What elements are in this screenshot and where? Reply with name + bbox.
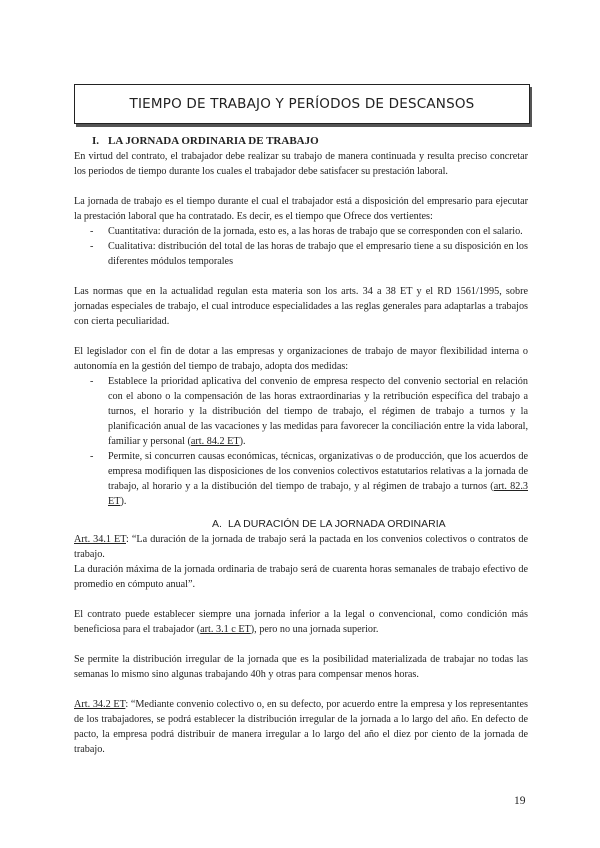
section-heading-a — [212, 517, 528, 532]
chapter-title-box — [74, 84, 530, 124]
list-vertientes — [74, 224, 528, 269]
paragraph-1: En virtud del contrato, el trabajador debe realizar su trabajo de manera continuada y resulta preciso concretar los periodos de tiempo durante los cuales el trabajador debe satisfacer su prestación laboral. — [74, 151, 528, 177]
paragraph-6: La duración máxima de la jornada ordinaria de trabajo será de cuarenta horas semanales de trabajo efectivo de promedio en cómputo anual”. — [74, 564, 528, 590]
paragraph-2: La jornada de trabajo es el tiempo durante el cual el trabajador está a disposición del empresario para ejecutar la prestación laboral que ha contratado. Es decir, es el tiempo que Ofrece dos vertientes: — [74, 196, 528, 222]
section-title: LA DURACIÓN DE LA JORNADA ORDINARIA — [228, 518, 446, 530]
list-item: - Permite, si concurren causas económicas, técnicas, organizativas o de producción, que los acuerdos de empresa modifiquen las disposiciones de los convenios colectivos estatutarios relativas a la jornada de trabajo, al horario y a la distibución del tiempo de trabajo, y al régimen de trabajo a turnos (art. 82.3 ET). — [90, 451, 529, 507]
law-reference-link[interactable]: art. 82.3 ET — [108, 481, 529, 507]
paragraph-4: El legislador con el fin de dotar a las empresas y organizaciones de trabajo de mayor flexibilidad interna o autonomía en la gestión del tiempo de trabajo, adopta dos medidas: — [74, 346, 528, 372]
paragraph-3: Las normas que en la actualidad regulan esta materia son los arts. 34 a 38 ET y el RD 1561/1995, sobre jornadas especiales de trabajo, el cual introduce especialidades a las reglas generales para adaptarlas a trabajos con cierta peculiaridad. — [74, 286, 528, 327]
law-reference-link[interactable]: art. 84.2 ET — [190, 436, 240, 447]
chapter-title: TIEMPO DE TRABAJO Y PERÍODOS DE DESCANSOS — [129, 96, 475, 112]
list-item: - Cuantitativa: duración de la jornada, esto es, a las horas de trabajo que se corresponden con el salario. — [90, 226, 523, 237]
document-body — [74, 134, 528, 757]
section-number: I. — [92, 135, 100, 147]
page-number: 19 — [514, 795, 526, 807]
law-reference-link[interactable]: Art. 34.1 ET — [74, 534, 126, 545]
paragraph-5: Art. 34.1 ET: “La duración de la jornada de trabajo será la pactada en los convenios colectivos o contratos de trabajo. — [74, 534, 528, 560]
paragraph-9: Art. 34.2 ET: “Mediante convenio colectivo o, en su defecto, por acuerdo entre la empresa y los representantes de los trabajadores, se podrá establecer la distribución irregular de la jornada a lo largo del año. En defecto de pacto, la empresa podrá distribuir de manera irregular a lo largo del año el diez por ciento de la jornada de trabajo. — [74, 699, 528, 755]
section-heading-1 — [92, 134, 528, 149]
paragraph-7: El contrato puede establecer siempre una jornada inferior a la legal o convencional, como condición más beneficiosa para el trabajador (art. 3.1 c ET), pero no una jornada superior. — [74, 609, 528, 635]
paragraph-8: Se permite la distribución irregular de la jornada que es la posibilidad materializada de trabajar no todas las semanas lo mismo sino algunas trabajando 40h y otras para compensar menos horas. — [74, 654, 528, 680]
list-item: - Cualitativa: distribución del total de las horas de trabajo que el empresario tiene a su disposición en los diferentes módulos temporales — [90, 241, 528, 267]
law-reference-link[interactable]: art. 3.1 c ET — [200, 624, 251, 635]
list-item: - Establece la prioridad aplicativa del convenio de empresa respecto del convenio sectorial en relación con el abono o la compensación de las horas extraordinarias y la retribución específica del trabajo a turnos, el horario y la distribución del tiempo de trabajo, el régimen de trabajo a turnos y la planificación anual de las vacaciones y las medidas para favorecer la conciliación entre la vida laboral, familiar y personal (art. 84.2 ET). — [90, 376, 528, 447]
law-reference-link[interactable]: Art. 34.2 ET — [74, 699, 126, 710]
section-title: LA JORNADA ORDINARIA DE TRABAJO — [108, 135, 319, 147]
section-number: A. — [212, 518, 222, 530]
list-medidas — [74, 374, 528, 509]
